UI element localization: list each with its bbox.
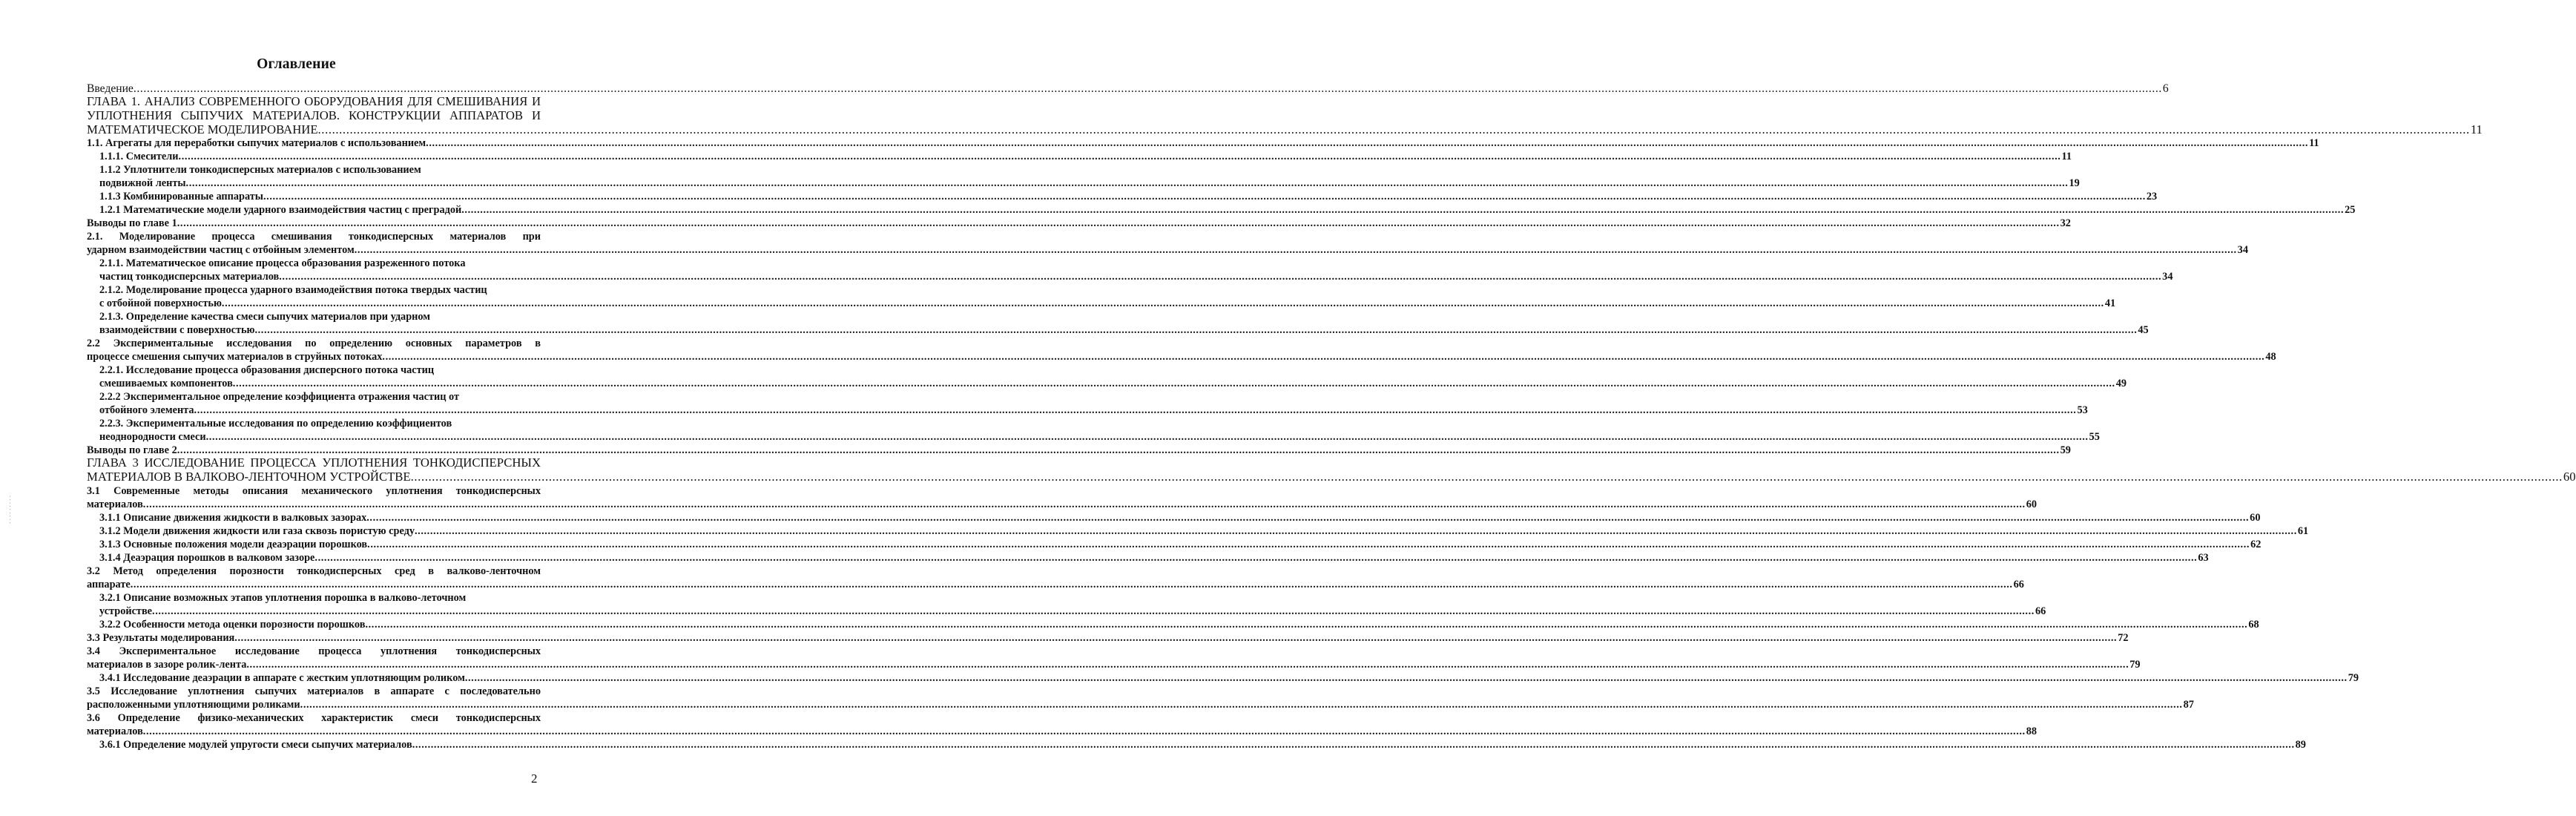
toc-leader-dots [465, 671, 2348, 685]
toc-leader-dots [206, 430, 2089, 444]
toc-leader-dots [152, 605, 2035, 618]
toc-page-number: 25 [2345, 204, 2356, 216]
toc-entry [99, 404, 2088, 417]
toc-entry-text: 1.2.1 Математические модели ударного взаимодействия частиц с преградой [99, 204, 462, 216]
toc-leader-dots [194, 404, 2077, 417]
toc-entry [99, 323, 2149, 337]
toc-leader-dots [143, 498, 2026, 511]
toc-entry-line: УПЛОТНЕНИЯ СЫПУЧИХ МАТЕРИАЛОВ. КОНСТРУКЦИИ АППАРАТОВ И [87, 108, 541, 122]
toc-page-number: 32 [2060, 217, 2071, 229]
toc-leader-dots [246, 658, 2129, 671]
toc-entry-text: Выводы по главе 1 [87, 217, 177, 229]
toc-entry-text: 3.1.3 Основные положения модели деаэрации порошков [99, 539, 368, 550]
toc-entry [87, 350, 2276, 363]
toc-entry-line: 2.1. Моделирование процесса смешивания тонкодисперсных материалов при [87, 231, 541, 243]
toc-entry-line: 2.2.2 Экспериментальное определение коэффициента отражения частиц от [99, 391, 460, 403]
toc-leader-dots [355, 243, 2237, 257]
toc-entry-text: взаимодействии с поверхностью [99, 324, 255, 336]
toc-entry [99, 203, 2356, 217]
toc-leader-dots [179, 150, 2061, 163]
toc-entry-text: материалов [87, 499, 143, 510]
toc-entry [99, 511, 2261, 524]
toc-page-number: 66 [2013, 579, 2024, 590]
toc-entry [87, 122, 2483, 137]
toc-entry [87, 578, 2024, 591]
toc-entry-line: 2.1.3. Определение качества смеси сыпучих материалов при ударном [99, 311, 431, 323]
toc-entry-text: материалов [87, 725, 143, 737]
toc-leader-dots [367, 538, 2250, 551]
toc-page-number: 89 [2295, 739, 2306, 751]
toc-page-number: 88 [2026, 725, 2038, 737]
toc-leader-dots [382, 350, 2264, 363]
toc-leader-dots [411, 470, 2563, 484]
toc-page-number: 63 [2198, 552, 2209, 564]
toc-leader-dots [222, 297, 2104, 310]
toc-entry-text: 3.1.2 Модели движения жидкости или газа сквозь пористую среду [99, 525, 415, 537]
toc-entry [99, 524, 2309, 538]
toc-leader-dots [314, 551, 2197, 565]
toc-entry-text: Введение [87, 82, 134, 95]
toc-page-number: 66 [2035, 605, 2046, 617]
toc-entry [99, 551, 2209, 565]
toc-entry-text: Выводы по главе 2 [87, 444, 177, 456]
toc-entry-text: ударном взаимодействии частиц с отбойным элементом [87, 244, 355, 256]
toc-entry-text: 3.6.1 Определение модулей упругости смеси сыпучих материалов [99, 739, 412, 751]
toc-entry-line: 3.4 Экспериментальное исследование процесса уплотнения тонкодисперсных [87, 645, 541, 657]
toc-entry [99, 270, 2173, 283]
page-title: Оглавление [257, 56, 336, 72]
toc-page-number: 87 [2183, 699, 2194, 711]
toc-page-number: 34 [2237, 244, 2248, 256]
toc-page-number: 11 [2061, 151, 2072, 162]
toc-entry-text: неоднородности смеси [99, 431, 206, 443]
toc-entry [99, 297, 2116, 310]
toc-page-number: 60 [2250, 512, 2261, 524]
toc-entry-line: 2.2.3. Экспериментальные исследования по определению коэффициентов [99, 418, 452, 430]
toc-entry-text: 3.4.1 Исследование деаэрации в аппарате с жестким уплотняющим роликом [99, 672, 465, 684]
scan-margin-marks: · · · · · · · · · [7, 496, 13, 524]
toc-leader-dots [131, 578, 2013, 591]
toc-page-number: 11 [2470, 122, 2483, 136]
toc-leader-dots [426, 136, 2308, 150]
toc-page-number: 6 [2162, 82, 2169, 95]
toc-page-number: 72 [2118, 632, 2129, 644]
toc-entry-text: 3.1.1 Описание движения жидкости в валковых зазорах [99, 512, 367, 524]
toc-page-number: 23 [2146, 191, 2158, 203]
toc-entry [99, 177, 2080, 190]
toc-entry-text: отбойного элемента [99, 404, 194, 416]
toc-page-number: 60 [2563, 470, 2576, 484]
toc-entry-line: ГЛАВА 1. АНАЛИЗ СОВРЕМЕННОГО ОБОРУДОВАНИЯ ДЛЯ СМЕШИВАНИЯ И [87, 94, 541, 108]
toc-leader-dots [186, 177, 2069, 190]
toc-leader-dots [461, 203, 2344, 217]
toc-entry [87, 698, 2194, 711]
toc-entry [99, 605, 2046, 618]
toc-leader-dots [300, 698, 2183, 711]
toc-leader-dots [279, 270, 2161, 283]
toc-entry-text: процессе смешения сыпучих материалов в струйных потоках [87, 351, 383, 363]
toc-page-number: 79 [2129, 659, 2141, 671]
toc-entry-line: 3.6 Определение физико-механических характеристик смеси тонкодисперсных [87, 712, 541, 724]
toc-leader-dots [412, 738, 2295, 751]
toc-entry-text: 1.1.3 Комбинированные аппараты [99, 191, 263, 203]
toc-entry [99, 377, 2127, 390]
toc-leader-dots [254, 323, 2137, 337]
toc-entry-text: аппарате [87, 579, 131, 590]
toc-entry-text: МАТЕМАТИЧЕСКОЕ МОДЕЛИРОВАНИЕ [87, 122, 318, 136]
toc-entry-line: 3.2 Метод определения порозности тонкодисперсных сред в валково-ленточном [87, 565, 541, 577]
toc-entry-text: с отбойной поверхностью [99, 297, 222, 309]
toc-entry-text: 3.3 Результаты моделирования [87, 632, 235, 644]
toc-entry-line: 3.2.1 Описание возможных этапов уплотнения порошка в валково-леточном [99, 592, 467, 604]
toc-entry-text: расположенными уплотняющими роликами [87, 699, 300, 711]
toc-entry-line: 3.5 Исследование уплотнения сыпучих материалов в аппарате с последовательно [87, 685, 541, 697]
toc-entry [99, 150, 2072, 163]
toc-page-number: 19 [2069, 177, 2080, 189]
toc-entry-text: 3.2.2 Особенности метода оценки порозности порошков [99, 619, 366, 631]
toc-entry [99, 738, 2306, 751]
toc-entry-text: частиц тонкодисперсных материалов [99, 271, 280, 283]
toc-entry [87, 631, 2129, 645]
toc-page-number: 79 [2348, 672, 2359, 684]
toc-entry-line: 2.1.2. Моделирование процесса ударного взаимодействия потока твердых частиц [99, 284, 487, 296]
toc-page-number: 61 [2297, 525, 2309, 537]
toc-entry [87, 243, 2248, 257]
toc-entry-text: 1.1.1. Смесители [99, 151, 179, 162]
toc-page-number: 48 [2265, 351, 2276, 363]
toc-page-number: 59 [2060, 444, 2071, 456]
toc-page-number: 55 [2089, 431, 2100, 443]
toc-page-number: 62 [2250, 539, 2262, 550]
toc-page-number: 49 [2115, 378, 2127, 389]
toc-entry [87, 498, 2038, 511]
toc-entry [87, 725, 2038, 738]
toc-page-number: 11 [2309, 137, 2319, 149]
toc-entry-line: 2.2.1. Исследование процесса образования дисперсного потока частиц [99, 364, 435, 376]
page-number: 2 [531, 771, 538, 786]
toc-entry [87, 217, 2071, 230]
toc-leader-dots [233, 377, 2115, 390]
toc-leader-dots [366, 511, 2249, 524]
toc-page-number: 45 [2138, 324, 2149, 336]
toc-page-number: 41 [2104, 297, 2116, 309]
toc-entry [87, 470, 2576, 484]
toc-entry [99, 671, 2359, 685]
toc-entry-text: устройстве [99, 605, 153, 617]
toc-entry-text: 1.1. Агрегаты для переработки сыпучих материалов с использованием [87, 137, 426, 149]
toc-entry-line: 3.1 Современные методы описания механического уплотнения тонкодисперсных [87, 485, 541, 497]
toc-entry [99, 430, 2100, 444]
toc-entry [99, 190, 2158, 203]
toc-entry [87, 658, 2141, 671]
toc-page-number: 60 [2026, 499, 2038, 510]
toc-entry-line: ГЛАВА 3 ИССЛЕДОВАНИЕ ПРОЦЕССА УПЛОТНЕНИЯ ТОНКОДИСПЕРСНЫХ [87, 455, 541, 470]
toc-entry-text: подвижной ленты [99, 177, 186, 189]
toc-leader-dots [263, 190, 2146, 203]
toc-page-number: 68 [2248, 619, 2259, 631]
toc-entry-line: 2.2 Экспериментальные исследования по определению основных параметров в [87, 338, 541, 349]
toc-entry-line: 2.1.1. Математическое описание процесса образования разреженного потока [99, 257, 466, 269]
toc-entry [87, 136, 2319, 150]
toc-page-number: 34 [2162, 271, 2173, 283]
toc-leader-dots [143, 725, 2026, 738]
toc-leader-dots [234, 631, 2117, 645]
toc-entry [99, 538, 2262, 551]
toc-entry-text: 3.1.4 Деаэрация порошков в валковом зазоре [99, 552, 315, 564]
toc-entry-text: смешиваемых компонентов [99, 378, 233, 389]
toc-leader-dots [365, 618, 2247, 631]
toc-leader-dots [318, 122, 2470, 137]
toc-page-number: 53 [2077, 404, 2088, 416]
toc-entry-text: МАТЕРИАЛОВ В ВАЛКОВО-ЛЕНТОЧНОМ УСТРОЙСТВЕ [87, 470, 411, 484]
toc-entry [99, 618, 2259, 631]
toc-entry-line: 1.1.2 Уплотнители тонкодисперсных материалов с использованием [99, 164, 421, 176]
toc-entry-text: материалов в зазоре ролик-лента [87, 659, 247, 671]
toc-leader-dots [415, 524, 2297, 538]
toc-leader-dots [177, 217, 2060, 230]
